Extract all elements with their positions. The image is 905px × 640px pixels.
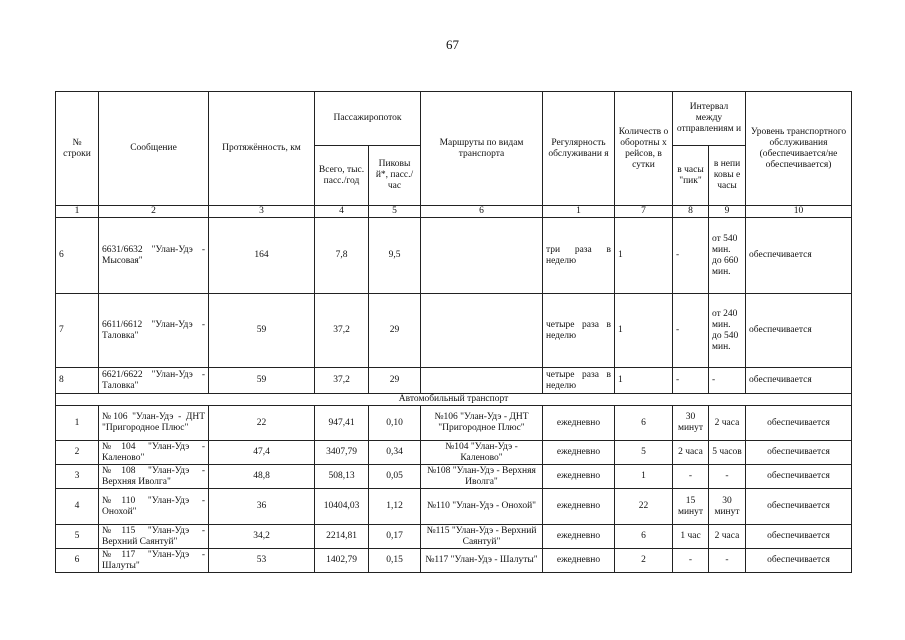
cell-regularity: ежедневно bbox=[543, 406, 615, 441]
cell-total: 1402,79 bbox=[315, 549, 369, 573]
column-number: 2 bbox=[99, 206, 209, 218]
cell-peak: 0,17 bbox=[369, 525, 421, 549]
cell-no: 2 bbox=[56, 441, 99, 465]
cell-interval-peak: - bbox=[673, 294, 709, 368]
cell-length: 48,8 bbox=[209, 465, 315, 489]
cell-service: обеспечивается bbox=[746, 441, 852, 465]
cell-length: 59 bbox=[209, 368, 315, 394]
cell-total: 3407,79 bbox=[315, 441, 369, 465]
cell-message: 6631/6632 "Улан-Удэ - Мысовая" bbox=[99, 218, 209, 294]
cell-total: 947,41 bbox=[315, 406, 369, 441]
cell-interval-peak: 1 час bbox=[673, 525, 709, 549]
cell-interval-peak: - bbox=[673, 218, 709, 294]
cell-route: №117 "Улан-Удэ - Шалуты" bbox=[421, 549, 543, 573]
cell-total: 37,2 bbox=[315, 294, 369, 368]
cell-no: 1 bbox=[56, 406, 99, 441]
cell-trips: 5 bbox=[615, 441, 673, 465]
cell-interval-nonpeak: - bbox=[709, 549, 746, 573]
cell-service: обеспечивается bbox=[746, 489, 852, 525]
cell-route: №108 "Улан-Удэ - Верхняя Иволга" bbox=[421, 465, 543, 489]
cell-peak: 0,10 bbox=[369, 406, 421, 441]
table-row bbox=[56, 525, 852, 549]
table-row bbox=[56, 441, 852, 465]
cell-interval-peak: - bbox=[673, 368, 709, 394]
cell-regularity: ежедневно bbox=[543, 549, 615, 573]
cell-interval-peak: - bbox=[673, 549, 709, 573]
cell-message: 6621/6622 "Улан-Удэ - Таловка" bbox=[99, 368, 209, 394]
cell-interval-peak: 15 минут bbox=[673, 489, 709, 525]
cell-trips: 22 bbox=[615, 489, 673, 525]
header-routes: Маршруты по видам транспорта bbox=[421, 92, 543, 206]
cell-regularity: три раза в неделю bbox=[543, 218, 615, 294]
header-row-no: № строки bbox=[56, 92, 99, 206]
cell-no: 6 bbox=[56, 218, 99, 294]
cell-length: 59 bbox=[209, 294, 315, 368]
column-number: 7 bbox=[615, 206, 673, 218]
cell-message: 6611/6612 "Улан-Удэ - Таловка" bbox=[99, 294, 209, 368]
cell-no: 8 bbox=[56, 368, 99, 394]
header-service: Уровень транспортного обслуживания (обеспечивается/не обеспечивается) bbox=[746, 92, 852, 206]
cell-interval-peak: 2 часа bbox=[673, 441, 709, 465]
cell-trips: 6 bbox=[615, 525, 673, 549]
cell-message: №108 "Улан-Удэ - Верхняя Иволга" bbox=[99, 465, 209, 489]
cell-interval-nonpeak: 2 часа bbox=[709, 406, 746, 441]
cell-trips: 6 bbox=[615, 406, 673, 441]
table-row bbox=[56, 489, 852, 525]
column-number: 10 bbox=[746, 206, 852, 218]
table-row bbox=[56, 406, 852, 441]
cell-message: №115 "Улан-Удэ - Верхний Саянтуй" bbox=[99, 525, 209, 549]
table-row bbox=[56, 218, 852, 294]
cell-no: 4 bbox=[56, 489, 99, 525]
cell-trips: 1 bbox=[615, 294, 673, 368]
cell-service: обеспечивается bbox=[746, 549, 852, 573]
header-interval-nonpeak: в непи ковы е часы bbox=[709, 146, 746, 206]
column-number: 4 bbox=[315, 206, 369, 218]
cell-length: 47,4 bbox=[209, 441, 315, 465]
cell-peak: 1,12 bbox=[369, 489, 421, 525]
cell-no: 3 bbox=[56, 465, 99, 489]
cell-service: обеспечивается bbox=[746, 368, 852, 394]
cell-trips: 1 bbox=[615, 368, 673, 394]
cell-length: 164 bbox=[209, 218, 315, 294]
header-message: Сообщение bbox=[99, 92, 209, 206]
cell-length: 53 bbox=[209, 549, 315, 573]
cell-message: №117 "Улан-Удэ - Шалуты" bbox=[99, 549, 209, 573]
column-number: 3 bbox=[209, 206, 315, 218]
cell-length: 34,2 bbox=[209, 525, 315, 549]
section-title: Автомобильный транспорт bbox=[56, 394, 852, 406]
cell-route: №110 "Улан-Удэ - Онохой" bbox=[421, 489, 543, 525]
header-interval: Интервал между отправлениям и bbox=[673, 92, 746, 146]
cell-route: №106 "Улан-Удэ - ДНТ "Пригородное Плюс" bbox=[421, 406, 543, 441]
cell-route bbox=[421, 218, 543, 294]
cell-no: 6 bbox=[56, 549, 99, 573]
cell-interval-nonpeak: от 540 мин. до 660 мин. bbox=[709, 218, 746, 294]
page-number: 67 bbox=[446, 37, 459, 52]
column-number: 1 bbox=[56, 206, 99, 218]
cell-interval-nonpeak: - bbox=[709, 465, 746, 489]
cell-regularity: четыре раза в неделю bbox=[543, 294, 615, 368]
cell-route: №104 "Улан-Удэ - Каленово" bbox=[421, 441, 543, 465]
header-peak: Пиковы й*, пасс./час bbox=[369, 146, 421, 206]
header-trips: Количеств о оборотны х рейсов, в сутки bbox=[615, 92, 673, 206]
column-number: 1 bbox=[543, 206, 615, 218]
cell-service: обеспечивается bbox=[746, 406, 852, 441]
cell-regularity: ежедневно bbox=[543, 525, 615, 549]
cell-service: обеспечивается bbox=[746, 294, 852, 368]
header-length: Протяжённость, км bbox=[209, 92, 315, 206]
column-number: 8 bbox=[673, 206, 709, 218]
cell-regularity: четыре раза в неделю bbox=[543, 368, 615, 394]
cell-peak: 0,34 bbox=[369, 441, 421, 465]
cell-interval-peak: 30 минут bbox=[673, 406, 709, 441]
table-row bbox=[56, 368, 852, 394]
header-regularity: Регулярность обслуживани я bbox=[543, 92, 615, 206]
cell-trips: 2 bbox=[615, 549, 673, 573]
table-row bbox=[56, 465, 852, 489]
cell-route bbox=[421, 368, 543, 394]
cell-service: обеспечивается bbox=[746, 218, 852, 294]
cell-peak: 29 bbox=[369, 294, 421, 368]
cell-no: 7 bbox=[56, 294, 99, 368]
column-number: 6 bbox=[421, 206, 543, 218]
column-number: 5 bbox=[369, 206, 421, 218]
cell-peak: 0,15 bbox=[369, 549, 421, 573]
cell-interval-nonpeak: 5 часов bbox=[709, 441, 746, 465]
cell-total: 7,8 bbox=[315, 218, 369, 294]
table-row bbox=[56, 294, 852, 368]
cell-interval-nonpeak: 30 минут bbox=[709, 489, 746, 525]
cell-interval-nonpeak: - bbox=[709, 368, 746, 394]
cell-length: 22 bbox=[209, 406, 315, 441]
header-passenger-flow: Пассажиропоток bbox=[315, 92, 421, 146]
cell-message: №106 "Улан-Удэ - ДНТ "Пригородное Плюс" bbox=[99, 406, 209, 441]
cell-total: 10404,03 bbox=[315, 489, 369, 525]
cell-length: 36 bbox=[209, 489, 315, 525]
column-numbers-row bbox=[56, 206, 852, 218]
cell-service: обеспечивается bbox=[746, 525, 852, 549]
cell-no: 5 bbox=[56, 525, 99, 549]
cell-message: №104 "Улан-Удэ - Каленово" bbox=[99, 441, 209, 465]
cell-total: 508,13 bbox=[315, 465, 369, 489]
section-row bbox=[56, 394, 852, 406]
cell-peak: 29 bbox=[369, 368, 421, 394]
column-number: 9 bbox=[709, 206, 746, 218]
routes-table bbox=[55, 91, 852, 573]
cell-trips: 1 bbox=[615, 465, 673, 489]
cell-message: №110 "Улан-Удэ - Онохой" bbox=[99, 489, 209, 525]
cell-regularity: ежедневно bbox=[543, 441, 615, 465]
table-row bbox=[56, 549, 852, 573]
cell-total: 2214,81 bbox=[315, 525, 369, 549]
cell-trips: 1 bbox=[615, 218, 673, 294]
cell-route bbox=[421, 294, 543, 368]
cell-interval-nonpeak: от 240 мин. до 540 мин. bbox=[709, 294, 746, 368]
cell-peak: 9,5 bbox=[369, 218, 421, 294]
cell-peak: 0,05 bbox=[369, 465, 421, 489]
header-interval-peak: в часы "пик" bbox=[673, 146, 709, 206]
header-total: Всего, тыс. пасс./год bbox=[315, 146, 369, 206]
cell-total: 37,2 bbox=[315, 368, 369, 394]
cell-regularity: ежедневно bbox=[543, 465, 615, 489]
cell-regularity: ежедневно bbox=[543, 489, 615, 525]
cell-interval-nonpeak: 2 часа bbox=[709, 525, 746, 549]
cell-service: обеспечивается bbox=[746, 465, 852, 489]
cell-route: №115 "Улан-Удэ - Верхний Саянтуй" bbox=[421, 525, 543, 549]
cell-interval-peak: - bbox=[673, 465, 709, 489]
